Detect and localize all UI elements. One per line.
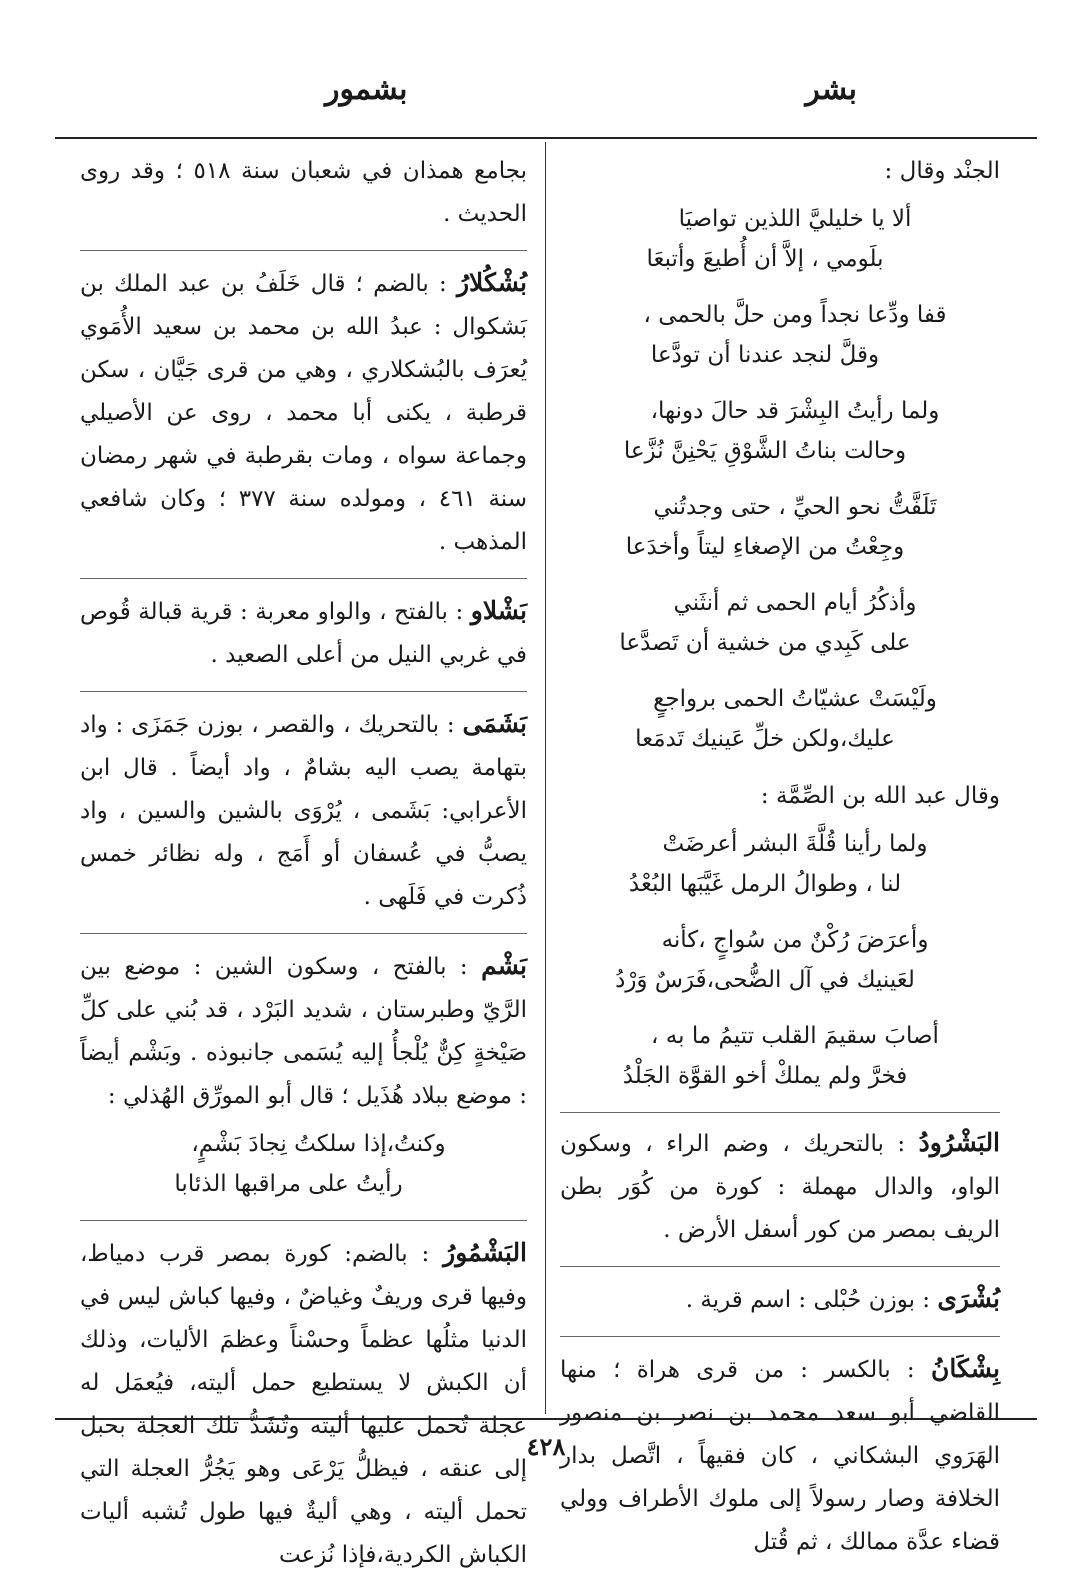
verse-line: تَلَفَّتُّ نحو الحيِّ ، حتى وجدتُني — [653, 494, 937, 520]
dictionary-entry — [80, 691, 527, 919]
verse-line: وقلَّ لنجد عندنا أن تودَّعا — [650, 342, 880, 368]
entry-text: : بالتحريك ، وضم الراء ، وسكون الواو، والدال مهملة : كورة من كُوَر بطن الريف بمصر من كور أسفل الأرض . — [560, 1131, 1000, 1243]
entry-headword: بِشْكَانُ — [930, 1354, 1000, 1383]
verse-line: ولَيْسَتْ عشيّاتُ الحمى برواجعٍ — [653, 686, 937, 712]
verse-line: على كَبِدي من خشية أن تَصدَّعا — [619, 630, 911, 656]
entry-text: : بالفتح ، والواو معربة : قرية قبالة قُوص في غربي النيل من أعلى الصعيد . — [80, 599, 527, 668]
poem-2 — [560, 920, 1000, 1000]
dictionary-entry — [80, 933, 527, 1204]
poem-1 — [560, 583, 1000, 663]
verse-line: ولما رأيتُ البِشْرَ قد حالَ دونها، — [650, 398, 940, 424]
entry-verse — [80, 1124, 527, 1204]
entry-headword: بُشْرَى — [937, 1284, 1000, 1313]
verse-line: قفا ودِّعا نجداً ومن حلَّ بالحمى ، — [643, 302, 947, 328]
dictionary-entry — [560, 1112, 1000, 1252]
entry-continuation — [80, 150, 527, 236]
dictionary-entry — [80, 1220, 527, 1577]
header-rule — [55, 137, 1037, 139]
verse-line: وجِعْتُ من الإصغاءِ ليتاً وأخدَعا — [625, 534, 905, 560]
entry-headword: بَشَمَى — [462, 709, 528, 738]
left-column — [80, 150, 527, 1591]
entry-text: بجامع همذان في شعبان سنة ٥١٨ ؛ وقد روى الحديث . — [80, 158, 527, 227]
entry-text: : بالكسر : من قرى هراة ؛ منها القاضي أبو سعد محمد بن نصر بن منصور الهَرَوي البشكاني ، كان فقيهاً ، اتَّصل بدار الخلافة وصار رسولاً إلى ملوك الأطراف وولي قضاء عدَّة ممالك ، ثم قُتل — [560, 1357, 1000, 1555]
column-divider — [545, 142, 546, 1414]
poem-1 — [560, 391, 1000, 471]
entry-text: : بالتحريك ، والقصر ، بوزن جَمَزَى : واد بتهامة يصب اليه بشامٌ ، واد أيضاً . قال ابن الأعرابي: بَشَمى ، يُرْوَى بالشين والسين ، واد يصبُّ في عُسفان أو أَمَج ، وله نظائر خمس ذُكرت في فَلَهى . — [80, 712, 527, 910]
verse-line: بلَومي ، إلاَّ أن أُطيعَ وأتبعَا — [646, 246, 884, 272]
entry-text: : بالضم ؛ قال خَلَفُ بن عبد الملك بن بَشكوال : عبدُ الله بن محمد بن سعيد الأُمَوي يُعرَف بالبُشكلاري ، وهي من قرى جَيَّان ، سكن قرطبة ، يكنى أبا محمد ، روى عن الأصيلي وجماعة سواه ، ومات بقرطبة في شهر رمضان سنة ٤٦١ ، ومولده سنة ٣٧٧ ؛ وكان شافعي المذهب . — [80, 271, 527, 555]
page-number: ٤٢٨ — [526, 1432, 566, 1461]
poem-2 — [560, 824, 1000, 904]
dictionary-entry — [80, 250, 527, 564]
entry-headword: البَشْرُودُ — [918, 1128, 1001, 1157]
verse-line: وحالت بناتُ الشَّوْقِ يَحْنِنَّ نُزَّعا — [623, 438, 907, 464]
poem-1 — [560, 199, 1000, 279]
entry-text: : بالفتح ، وسكون الشين : موضع بين الرَّيّ وطبرستان ، شديد البَرْد ، قد بُني على كلِّ صَيْخةٍ كِنٌّ يُلْجأُ إليه يُسَمى جانبوذه . وبَشْم أيضاً : موضع ببلاد هُذَيل ؛ قال أبو المورِّق الهُذلي : — [80, 954, 527, 1109]
entry-headword: البَشْمُورُ — [443, 1238, 528, 1267]
poem-1 — [560, 487, 1000, 567]
verse-intro: وقال عبد الله بن الصِّمَّة : — [760, 783, 1000, 809]
verse-line: فخرَّ ولم يملكْ أخو القوَّة الجَلْدُ — [622, 1063, 908, 1089]
poem-1 — [560, 679, 1000, 759]
header-left-word: بشمور — [325, 72, 408, 107]
poem-2 — [560, 1016, 1000, 1096]
poem-1 — [560, 295, 1000, 375]
verse-line: ألا يا خليليَّ اللذين تواصيَا — [678, 206, 912, 232]
verse-line: وأذكُرُ أيام الحمى ثم أنثَني — [673, 590, 917, 616]
entry-headword: بَشْلاو — [470, 596, 527, 625]
verse-line: وكنتُ،إذا سلكتُ نِجادَ بَشْمٍ، — [191, 1131, 446, 1157]
verse-line: لنا ، وطوالُ الرمل غَيَّبَها البُعْدُ — [628, 871, 902, 897]
verse-line: رأيتُ على مراقبها الذئابا — [174, 1171, 403, 1197]
dictionary-entry — [560, 1266, 1000, 1322]
verse-line: وأعرَضَ رُكْنٌ من سُواجٍ ،كأنه — [661, 927, 929, 953]
entry-text: : بالضم: كورة بمصر قرب دمياط، وفيها قرى وريفٌ وغياضٌ ، وفيها كباش ليس في الدنيا مثلُها عظماً وحسْناً وعظمَ الأليات، وذلك أن الكبش لا يستطيع حمل أليته، فيُعمَل له عجلة تُحمل عليها أليته وتُشَدُّ تلك العجلة بحبل إلى عنقه ، فيظلُّ يَرْعَى وهو يَجُرُّ العجلة التي تحمل أليته ، وهي أليةٌ فيها طول تُشبه أليات الكباش الكردية،فإذا نُزعت — [80, 1241, 527, 1568]
verse-line: أصابَ سقيمَ القلب تتيمُ ما به ، — [651, 1023, 939, 1049]
header-right-word: بشر — [805, 72, 857, 107]
verse-intro: الجنْد وقال : — [884, 158, 1000, 184]
right-column — [560, 150, 1000, 1578]
page-header — [55, 72, 1037, 132]
verse-line: عليك،ولكن خلِّ عَينيك تَدمَعا — [635, 726, 895, 752]
entry-headword: بَشْم — [481, 951, 528, 980]
entry-text: : بوزن حُبْلى : اسم قرية . — [685, 1287, 931, 1313]
footer-rule — [55, 1418, 1037, 1420]
dictionary-entry — [80, 578, 527, 677]
verse-line: لعَينيك في آل الضُّحى،فَرَسٌ وَرْدُ — [615, 967, 915, 993]
entry-headword: بُشْكُلارُ — [456, 268, 528, 297]
verse-line: ولما رأينا قُلَّةَ البشر أعرضَتْ — [662, 831, 928, 857]
